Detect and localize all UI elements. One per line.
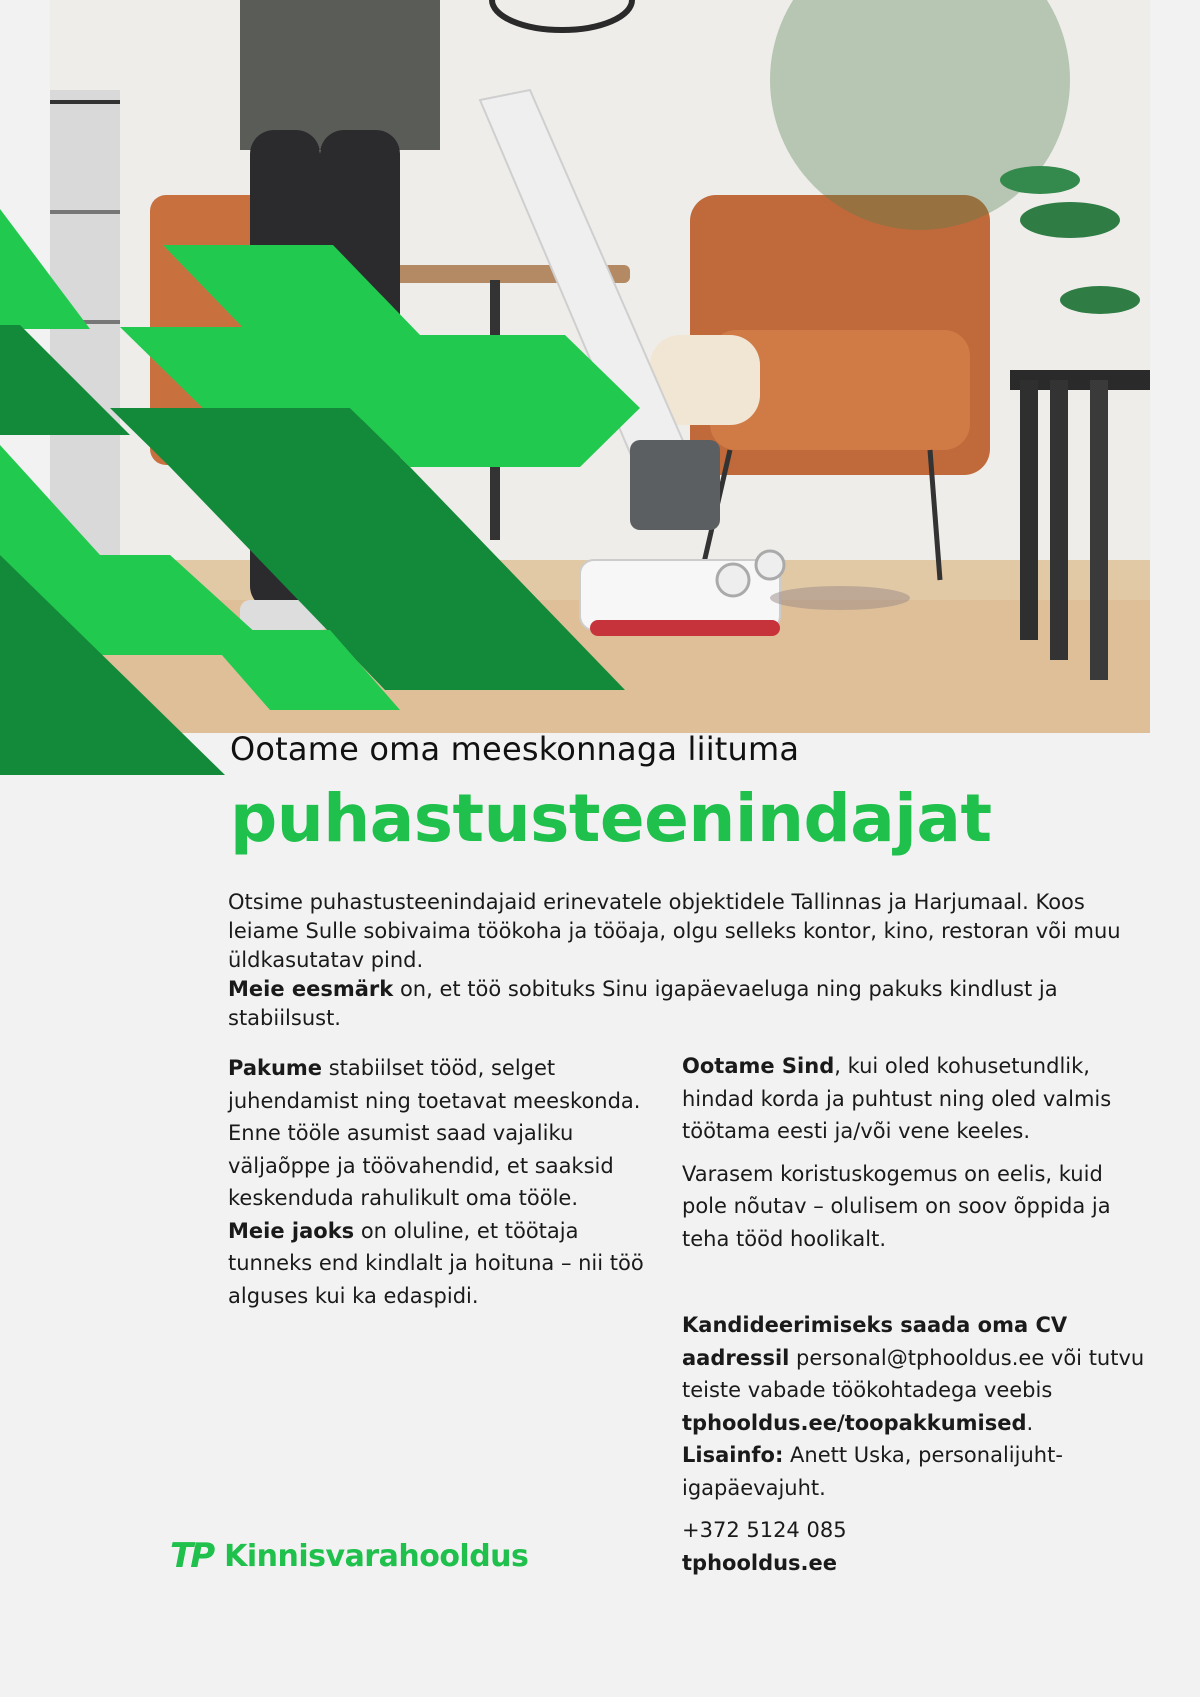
experience-paragraph: Varasem koristuskogemus on eelis, kuid pole nõutav – olulisem on soov õppida ja teha tööd hoolikalt. [682, 1161, 1111, 1251]
goal-bold: Meie eesmärk [228, 977, 394, 1001]
apply-dot: . [1026, 1410, 1034, 1435]
intro-text [228, 888, 1128, 1033]
info-bold: Lisainfo: [682, 1443, 784, 1467]
wait-rest: , kui oled kohusetundlik, hindad korda ja puhtust ning oled valmis töötama eesti ja/või vene keeles. [682, 1054, 1112, 1143]
offer-bold: Pakume [228, 1056, 323, 1080]
headline: puhastusteenindajat [230, 780, 992, 857]
logo-text: Kinnisvarahooldus [224, 1538, 529, 1574]
right-column [682, 1050, 1152, 1579]
apply-paragraph [682, 1309, 1152, 1439]
important-rest: on oluline, et töötaja tunneks end kindlalt ja hoituna – nii töö alguses kui ka edaspidi. [228, 1218, 644, 1308]
goal-paragraph [228, 975, 1128, 1033]
intro-paragraph: Otsime puhastusteenindajaid erinevatele objektidele Tallinnas ja Harjumaal. Koos leiame Sulle sobivaima töökoha ja tööaja, olgu selleks kontor, kino, restoran või muu üldkasutatav pind. [228, 890, 1121, 972]
goal-rest: on, et töö sobituks Sinu igapäevaeluga ning pakuks kindlust ja stabiilsust. [228, 977, 1058, 1030]
info-paragraph [682, 1439, 1152, 1504]
important-paragraph [228, 1215, 648, 1313]
apply-bold: Kandideerimiseks saada oma CV aadressil [682, 1313, 1068, 1370]
wait-bold: Ootame Sind [682, 1054, 835, 1078]
important-bold: Meie jaoks [228, 1218, 355, 1243]
logo-mark: TP [170, 1536, 213, 1576]
info-rest: Anett Uska, personalijuht-igapäevajuht. [682, 1443, 1063, 1500]
phone-number[interactable]: +372 5124 085 [682, 1518, 847, 1542]
company-logo [170, 1536, 528, 1576]
wait-paragraph [682, 1050, 1152, 1148]
website-text[interactable]: tphooldus.ee [682, 1550, 838, 1575]
apply-email[interactable]: personal@tphooldus.ee või tutvu teiste vabade töökohtadega veebis [682, 1345, 1145, 1402]
green-stripes-graphic [0, 195, 650, 775]
website-link[interactable] [682, 1547, 1152, 1580]
left-column [228, 1052, 648, 1312]
subtitle: Ootame oma meeskonnaga liituma [230, 730, 800, 768]
offer-paragraph [228, 1052, 648, 1215]
apply-link[interactable]: tphooldus.ee/toopakkumised [682, 1410, 1027, 1435]
offer-rest: stabiilset tööd, selget juhendamist ning toetavat meeskonda. Enne tööle asumist saad vajaliku väljaõppe ja töövahendid, et saaksid keskenduda rahulikult oma tööle. [228, 1056, 641, 1210]
